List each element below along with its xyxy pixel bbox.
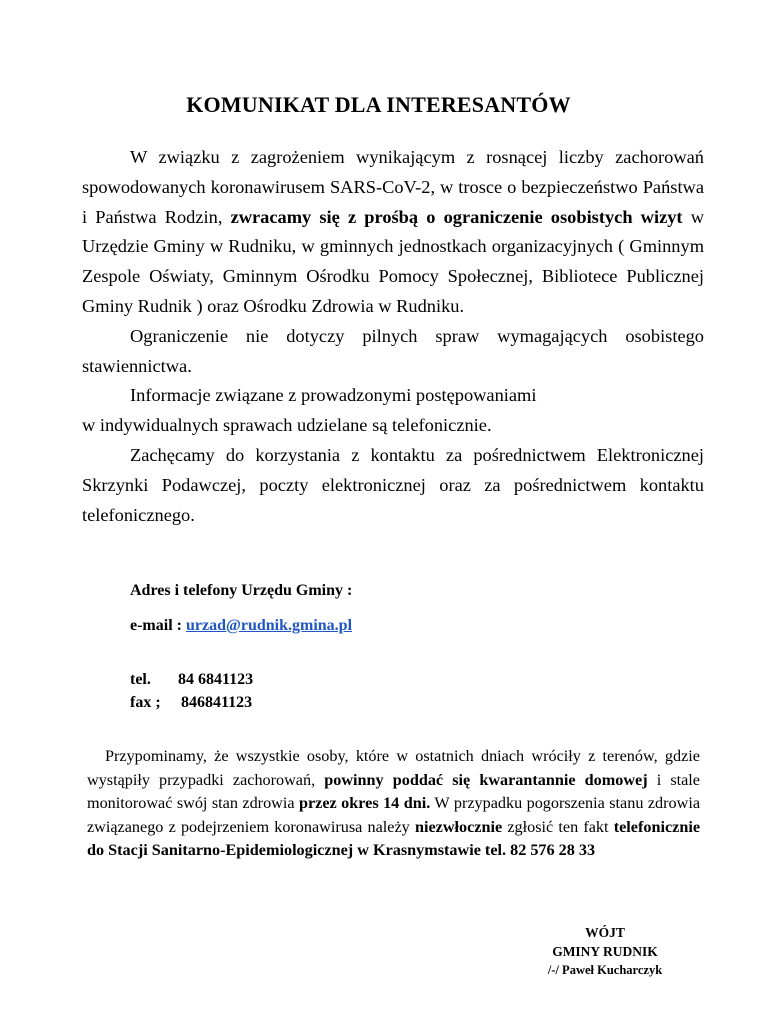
paragraph-restrictions	[82, 143, 704, 322]
signature-role: WÓJT	[585, 925, 625, 940]
fax-label: fax ;	[130, 694, 161, 711]
notice-text-2: i stale monitorować swój stan zdrowia	[87, 770, 700, 812]
contact-fax-row	[130, 694, 252, 712]
paragraph-phone-info-line2: w indywidualnych sprawach udzielane są telefonicznie.	[82, 415, 492, 436]
notice-bold-3: niezwłocznie	[414, 817, 503, 836]
contact-tel-row	[130, 671, 253, 689]
announcement-body	[82, 143, 704, 530]
paragraph-restrictions-emphasis: zwracamy się z prośbą o ograniczenie osobistych wizyt	[230, 206, 683, 227]
paragraph-restrictions-text-c: w Urzędzie Gminy w Rudniku, w gminnych jednostkach organizacyjnych ( Gminnym Zespole Oświaty, Gminnym Ośrodku Pomocy Społecznej, Bibliotece Publicznej Gminy Rudnik ) oraz Ośrodku Zdrowia w Rudniku.	[82, 206, 704, 316]
email-label: e-mail :	[130, 617, 186, 634]
paragraph-contact-encouragement: Zachęcamy do korzystania z kontaktu za pośrednictwem Elektronicznej Skrzynki Podawczej, poczty elektronicznej oraz za pośrednictwem kontaktu telefonicznego.	[82, 444, 704, 525]
contact-heading: Adres i telefony Urzędu Gminy :	[130, 582, 353, 599]
notice-bold-4: telefonicznie do Stacji Sanitarno-Epidemiologicznej w Krasnymstawie tel. 82 576 28 33	[87, 817, 701, 859]
signature-office: GMINY RUDNIK	[552, 944, 658, 959]
notice-text-1: Przypominamy, że wszystkie osoby, które w ostatnich dniach wróciły z terenów, gdzie wystąpiły przypadki zachorowań,	[87, 747, 700, 789]
notice-bold-2: przez okres 14 dni.	[298, 794, 431, 812]
signature-block	[500, 923, 710, 980]
paragraph-exception: Ograniczenie nie dotyczy pilnych spraw wymagających osobistego stawiennictwa.	[82, 325, 704, 376]
paragraph-phone-info-line1: Informacje związane z prowadzonymi postępowaniami	[130, 385, 537, 406]
tel-number: 84 6841123	[178, 671, 254, 688]
tel-label: tel.	[130, 671, 151, 688]
contact-email-row	[130, 617, 352, 635]
quarantine-notice-paragraph	[87, 745, 700, 863]
document-title: KOMUNIKAT DLA INTERESANTÓW	[186, 92, 571, 117]
quarantine-notice	[87, 745, 700, 863]
notice-bold-1: powinny poddać się kwarantannie domowej	[324, 770, 648, 789]
signature-name: /-/ Paweł Kucharczyk	[547, 963, 663, 977]
email-link[interactable]: urzad@rudnik.gmina.pl	[185, 617, 353, 634]
paragraph-restrictions-text-a: W związku z zagrożeniem wynikającym z rosnącej liczby zachorowań spowodowanych koronawirusem SARS-CoV-2, w trosce o bezpieczeństwo Państwa i Państwa Rodzin,	[82, 147, 704, 227]
fax-number: 846841123	[181, 694, 253, 711]
notice-text-4: zgłosić ten fakt	[502, 817, 614, 836]
notice-text-3: W przypadku pogorszenia stanu zdrowia związanego z podejrzeniem koronawirusa należy	[87, 794, 701, 836]
